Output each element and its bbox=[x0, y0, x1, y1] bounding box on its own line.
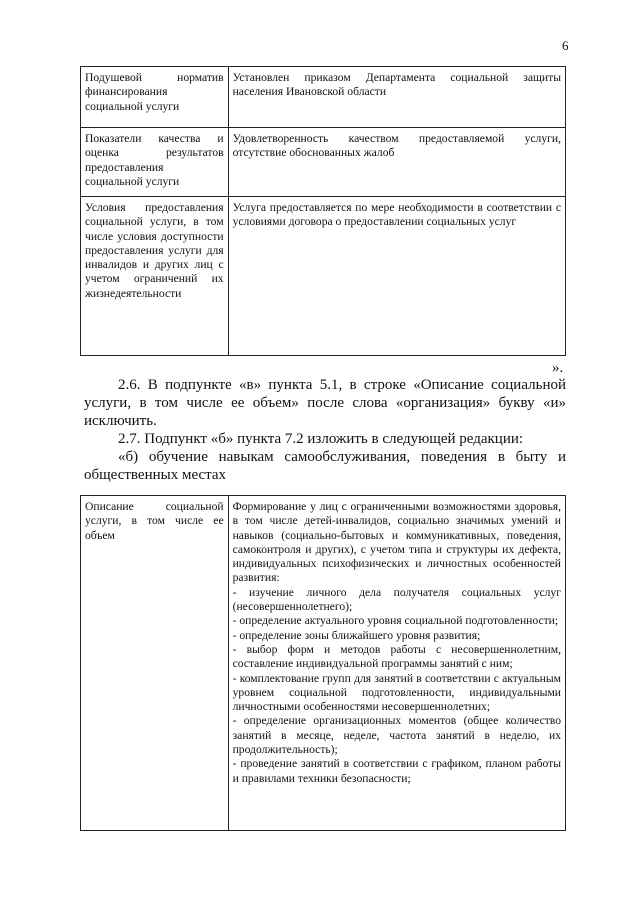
description-line: - определение организационных моментов (общее количество занятий в месяце, неделе, частота занятий в неделю, их продолжительность); bbox=[232, 714, 561, 757]
row-label: Подушевой норматив финансирования социальной услуги bbox=[81, 67, 229, 128]
closing-quote-mark: ». bbox=[552, 360, 564, 376]
row-label: Показатели качества и оценка результатов предоставления социальной услуги bbox=[81, 128, 229, 197]
description-line: - выбор форм и методов работы с несовершеннолетним, составление индивидуальной программы занятий с ним; bbox=[232, 642, 561, 671]
table-row bbox=[81, 128, 566, 197]
page-number: 6 bbox=[562, 38, 569, 53]
row-value: Услуга предоставляется по мере необходимости в соответствии с условиями договора о предоставлении социальных услуг bbox=[228, 197, 565, 356]
row-value: Установлен приказом Департамента социальной защиты населения Ивановской области bbox=[228, 67, 565, 128]
description-line: - определение актуального уровня социальной подготовленности; bbox=[232, 614, 559, 628]
paragraph-2-6: 2.6. В подпункте «в» пункта 5.1, в строке «Описание социальной услуги, в том числе ее объем» после слова «организация» букву «и» исключить. bbox=[84, 377, 566, 429]
table-row bbox=[81, 67, 566, 128]
description-line: - изучение личного дела получателя социальных услуг (несовершеннолетнего); bbox=[232, 585, 561, 614]
description-line: Формирование у лиц с ограниченными возможностями здоровья, в том числе детей-инвалидов, социально значимых умений и навыков (социально-бытовых и коммуникативных, поведения, самоконтроля и других), с учетом типа и структуры их дефекта, индивидуальных психофизических и личностных особенностей развития: bbox=[232, 500, 561, 585]
table-row bbox=[81, 197, 566, 356]
description-line: - комплектование групп для занятий в соответствии с актуальным уровнем социальной подготовленности, индивидуальными личностными особенностями несовершеннолетних; bbox=[232, 671, 561, 714]
row-value: Удовлетворенность качеством предоставляемой услуги, отсутствие обоснованных жалоб bbox=[228, 128, 565, 197]
table-service-parameters bbox=[80, 66, 566, 356]
row-value bbox=[228, 496, 565, 831]
description-line: - определение зоны ближайшего уровня развития; bbox=[232, 628, 481, 642]
paragraph-2-7: 2.7. Подпункт «б» пункта 7.2 изложить в следующей редакции: bbox=[118, 431, 524, 447]
paragraph-subitem-b: «б) обучение навыкам самообслуживания, поведения в быту и общественных местах bbox=[84, 449, 566, 483]
description-line: - проведение занятий в соответствии с графиком, планом работы и правилами техники безопасности; bbox=[232, 757, 561, 785]
row-label: Описание социальной услуги, в том числе ее объем bbox=[81, 496, 229, 831]
table-row bbox=[81, 496, 566, 831]
row-label: Условия предоставления социальной услуги, в том числе условия доступности предоставления услуги для инвалидов и других лиц с учетом ограничений их жизнедеятельности bbox=[81, 197, 229, 356]
table-service-description bbox=[80, 495, 566, 831]
